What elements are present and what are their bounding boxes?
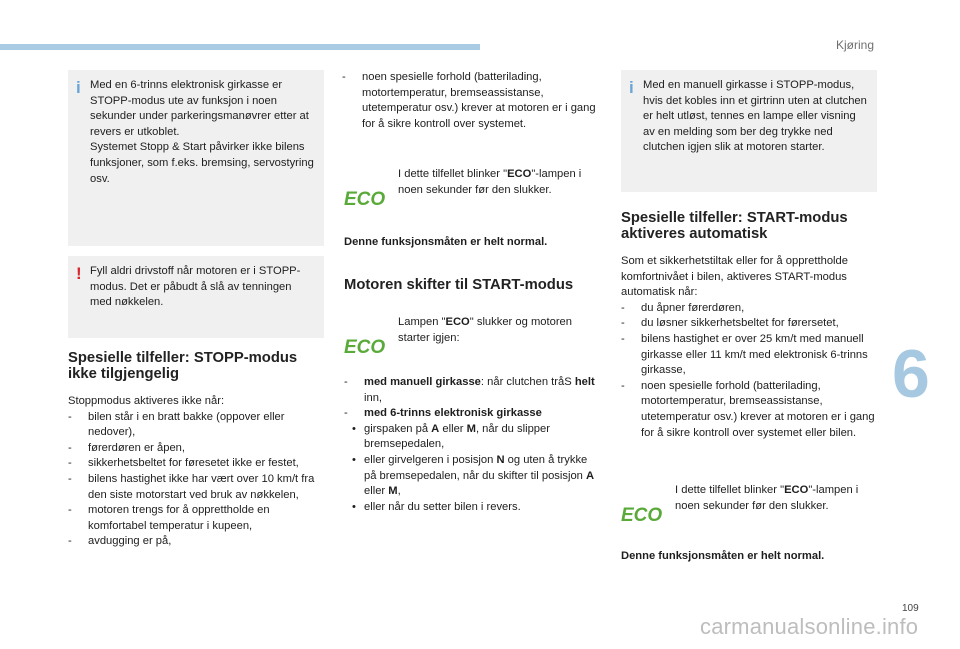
svg-text:ECO: ECO: [344, 336, 386, 357]
section-heading-stop: Spesielle tilfeller: STOPP-modus ikke tilgjengelig: [68, 350, 298, 382]
eco-notice-3: ECO I dette tilfellet blinker "ECO"-lampen i noen sekunder før den slukker.: [621, 484, 859, 526]
eco-lamp-icon: [621, 503, 665, 525]
warning-box: [68, 256, 324, 338]
header-accent-bar: [0, 44, 480, 50]
section-heading-start: Motoren skifter til START-modus: [344, 276, 574, 293]
chapter-title: Kjøring: [835, 38, 874, 52]
svg-text:ECO: ECO: [344, 189, 386, 210]
list-item: - du åpner førerdøren,: [621, 301, 877, 317]
svg-text:ECO: ECO: [621, 505, 663, 526]
section-heading-auto-start: Spesielle tilfeller: START-modus aktiveres automatisk: [621, 210, 848, 242]
list-item: - noen spesielle forhold (batterilading, motortemperatur, bremseassistanse, utetemperatur osv.) krever at motoren er i gang for å sikre kontroll over systemet eller bilen.: [621, 379, 877, 441]
page-number: 109: [902, 603, 919, 614]
list-item: - førerdøren er åpen,: [68, 441, 324, 457]
sub-list-item: • eller girvelgeren i posisjon N og uten å trykke på bremsepedalen, når du skifter til posisjon A eller M,: [344, 453, 600, 500]
column-2: [344, 70, 600, 515]
list-item: - motoren trengs for å opprettholde en komfortabel temperatur i kupeen,: [68, 503, 324, 534]
sub-list: [344, 422, 600, 516]
list-item: - bilen står i en bratt bakke (oppover eller nedover),: [68, 410, 324, 441]
info-icon: i: [629, 78, 634, 97]
start-conditions-list: [344, 375, 600, 515]
normal-note-3: Denne funksjonsmåten er helt normal.: [621, 550, 825, 563]
column-1: [68, 70, 324, 550]
info-text-1: Med en 6-trinns elektronisk girkasse er STOPP-modus ute av funksjon i noen sekunder under parkeringsmanøvrer etter at revers er utkoblet.: [90, 79, 309, 138]
info-box: [68, 70, 324, 246]
list-item: - noen spesielle forhold (batterilading, motortemperatur, bremseassistanse, utetemperatur osv.) krever at motoren er i gang for å sikre kontroll over systemet.: [342, 70, 600, 132]
eco-notice-2: ECO Lampen "ECO" slukker og motoren starter igjen:: [344, 315, 572, 357]
info-text: Med en manuell girkasse i STOPP-modus, hvis det kobles inn et girtrinn uten at clutchen er helt utløst, tennes en lampe eller visning av en melding som ber deg trykke ned clutchen igjen slik at motoren starter.: [643, 79, 867, 154]
list-item: - bilens hastighet ikke har vært over 10 km/t fra den siste motorstart ved bruk av nøkkelen,: [68, 472, 324, 503]
auto-start-intro: Som et sikkerhetstiltak eller for å opprettholde komfortnivået i bilen, aktiveres START-modus automatisk når:: [621, 255, 848, 299]
warning-text: Fyll aldri drivstoff når motoren er i STOPP-modus. Det er påbudt å slå av tenningen med nøkkelen.: [90, 265, 301, 309]
auto-start-list: [621, 301, 877, 441]
eco-lamp-icon: [344, 335, 388, 357]
list-item: - sikkerhetsbeltet for føresetet ikke er festet,: [68, 456, 324, 472]
info-text-2: Systemet Stopp & Start påvirker ikke bilens funksjoner, som f.eks. bremsing, servostyring osv.: [90, 141, 314, 185]
normal-note-1: Denne funksjonsmåten er helt normal.: [344, 236, 548, 249]
info-box: [621, 70, 877, 192]
watermark: carmanualsonline.info: [700, 614, 919, 639]
info-icon: i: [76, 78, 81, 97]
list-item: - avdugging er på,: [68, 534, 324, 550]
chapter-number: 6: [892, 336, 930, 412]
warning-icon: !: [76, 264, 82, 283]
stop-conditions-list: [68, 410, 324, 550]
eco-lamp-icon: [344, 187, 388, 209]
continued-list: [342, 70, 600, 132]
list-item: - med manuell girkasse: når clutchen tråS helt inn,: [344, 375, 600, 406]
sub-list-item: • girspaken på A eller M, når du slipper bremsepedalen,: [344, 422, 600, 453]
sub-list-item: • eller når du setter bilen i revers.: [344, 500, 600, 516]
list-item: - bilens hastighet er over 25 km/t med manuell girkasse eller 11 km/t med elektronisk 6-trinns girkasse,: [621, 332, 877, 379]
eco-notice-1: ECO I dette tilfellet blinker "ECO"-lampen i noen sekunder før den slukker.: [344, 168, 582, 210]
list-item: - med 6-trinns elektronisk girkasse • girspaken på A eller M, når du slipper bremsepedalen, • eller girvelgeren i posisjon N og uten å trykke på bremsepedalen, når du skifter til posisjon A eller M, • eller når du setter bilen i revers.: [344, 406, 600, 515]
stop-intro: Stoppmodus aktiveres ikke når:: [68, 395, 225, 407]
list-item: - du løsner sikkerhetsbeltet for førersetet,: [621, 316, 877, 332]
column-3: [621, 70, 877, 565]
